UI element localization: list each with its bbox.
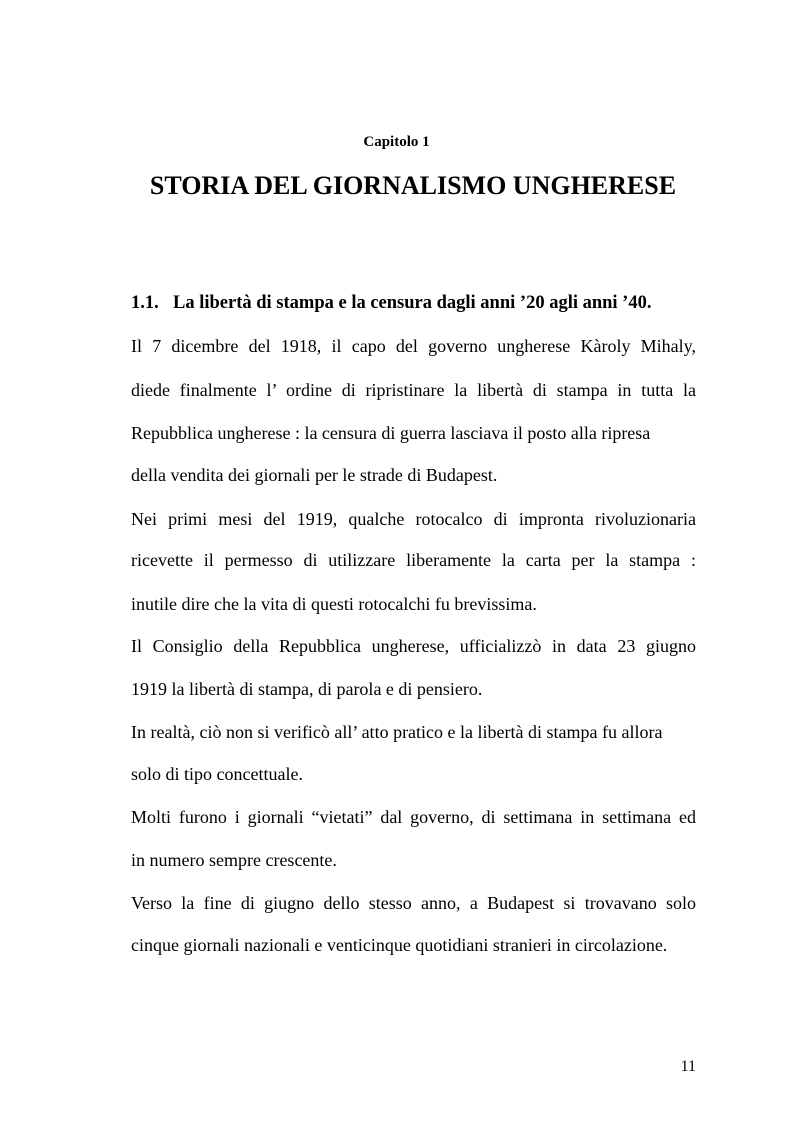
body-line: 1919 la libertà di stampa, di parola e di pensiero.	[131, 679, 483, 699]
body-line: Verso la fine di giugno dello stesso anno, a Budapest si trovavano solo	[131, 893, 696, 913]
body-line: in numero sempre crescente.	[131, 850, 337, 870]
body-line: In realtà, ciò non si verificò all’ atto pratico e la libertà di stampa fu allora	[131, 722, 663, 742]
body-line: ricevette il permesso di utilizzare liberamente la carta per la stampa :	[131, 550, 696, 570]
body-line: della vendita dei giornali per le strade di Budapest.	[131, 465, 498, 485]
chapter-title: STORIA DEL GIORNALISMO UNGHERESE	[149, 171, 677, 200]
body-line: solo di tipo concettuale.	[131, 764, 303, 784]
body-line: inutile dire che la vita di questi rotocalchi fu brevissima.	[131, 594, 537, 614]
section-number: 1.1.	[131, 293, 159, 313]
section-heading	[131, 290, 731, 316]
page-number: 11	[680, 1058, 696, 1075]
body-line: Repubblica ungherese : la censura di guerra lasciava il posto alla ripresa	[131, 423, 651, 443]
body-line: diede finalmente l’ ordine di ripristinare la libertà di stampa in tutta la	[131, 380, 696, 400]
section-title: La libertà di stampa e la censura dagli anni ’20 agli anni ’40.	[173, 293, 652, 313]
body-line: Nei primi mesi del 1919, qualche rotocalco di impronta rivoluzionaria	[131, 509, 696, 529]
body-line: Il 7 dicembre del 1918, il capo del governo ungherese Kàroly Mihaly,	[131, 336, 696, 356]
body-line: Molti furono i giornali “vietati” dal governo, di settimana in settimana ed	[131, 807, 696, 827]
body-line: Il Consiglio della Repubblica ungherese, ufficializzò in data 23 giugno	[131, 636, 696, 656]
body-line: cinque giornali nazionali e venticinque quotidiani stranieri in circolazione.	[131, 935, 668, 955]
chapter-label: Capitolo 1	[363, 134, 430, 150]
